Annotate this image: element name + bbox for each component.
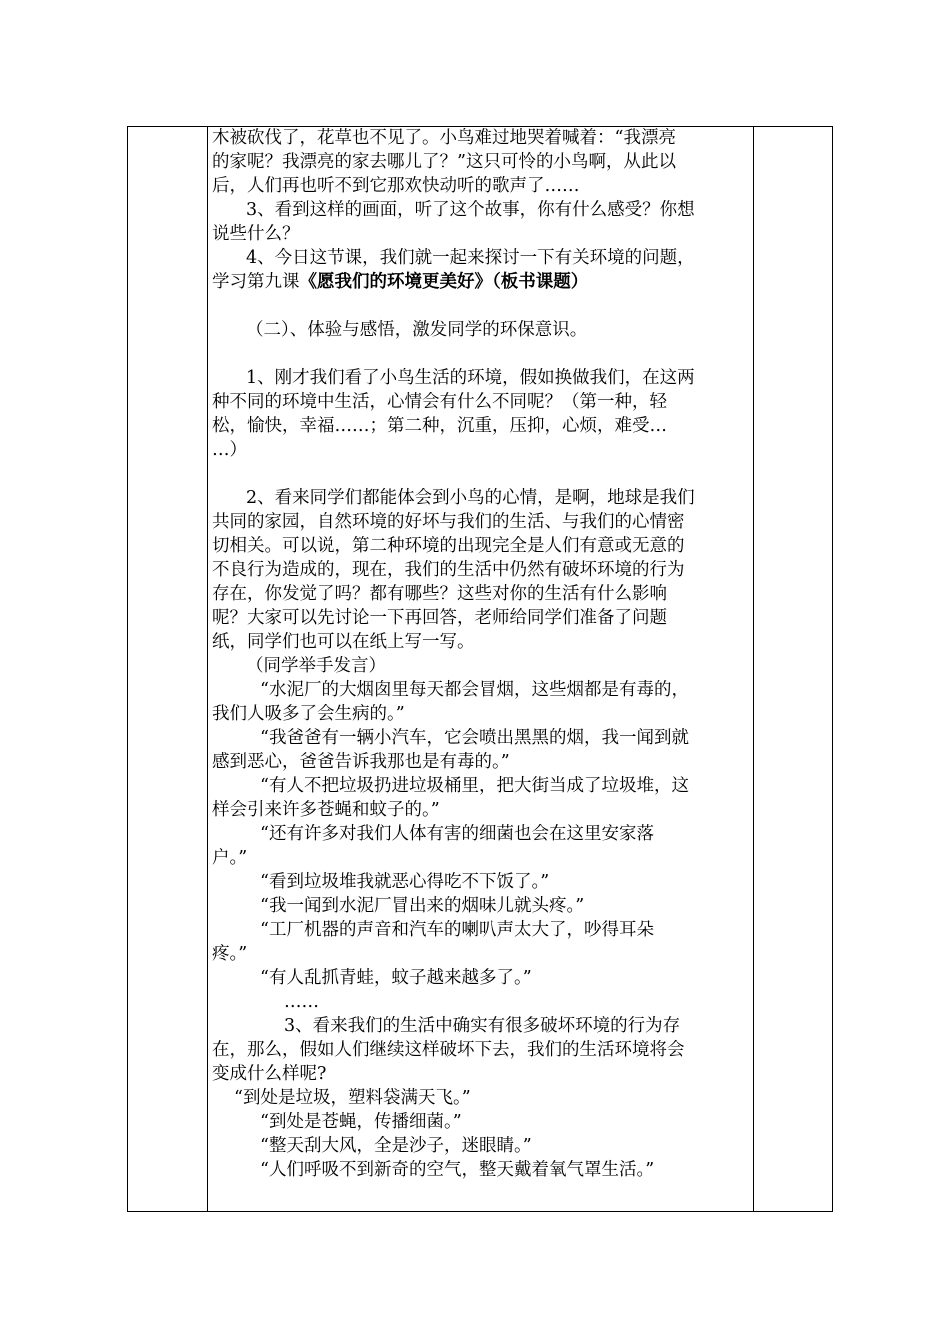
line-text: 户。” [212,848,248,868]
line-text: 说些什么？ [212,224,300,244]
line-text: 松，愉快，幸福……；第二种，沉重，压抑，心烦，难受… [212,416,667,436]
lesson-title-bold: 《愿我们的环境更美好》（板书课题） [299,272,589,292]
line-text: “有人乱抓青蛙，蚊子越来越多了。” [260,968,532,988]
text-line [212,798,748,822]
text-line [212,750,748,774]
line-text: 存在，你发觉了吗？都有哪些？这些对你的生活有什么影响 [212,584,667,604]
text-line [212,150,748,174]
text-line [212,366,748,390]
line-text: 种不同的环境中生活，心情会有什么不同呢？（第一种，轻 [212,392,667,412]
text-line [212,582,748,606]
line-text: “我爸爸有一辆小汽车，它会喷出黑黑的烟，我一闻到就 [260,728,689,748]
text-line [212,174,748,198]
line-text: …） [212,440,247,460]
line-text: “还有许多对我们人体有害的细菌也会在这里安家落 [260,824,654,844]
text-line [212,990,748,1014]
text-line [212,246,748,270]
line-text: “人们呼吸不到新奇的空气，整天戴着氧气罩生活。” [260,1160,655,1180]
text-line [212,606,748,630]
line-text: 学习第九课 [212,272,300,292]
text-line [212,822,748,846]
line-text: 木被砍伐了，花草也不见了。小鸟难过地哭着喊着：“我漂亮 [212,128,676,148]
text-line [212,198,748,222]
blank-line [212,294,748,318]
text-line [212,726,748,750]
lesson-content-cell [212,126,748,1182]
text-line [212,1134,748,1158]
line-text: 2、看来同学们都能体会到小鸟的心情，是啊，地球是我们 [246,488,695,508]
text-line [212,390,748,414]
text-line [212,126,748,150]
line-text: 后，人们再也听不到它那欢快动听的歌声了…… [212,176,580,196]
line-text: 4、今日这节课，我们就一起来探讨一下有关环境的问题， [246,248,695,268]
text-line [212,702,748,726]
line-text: 1、刚才我们看了小鸟生活的环境，假如换做我们，在这两 [246,368,695,388]
line-text: 的家呢？我漂亮的家去哪儿了？”这只可怜的小鸟啊，从此以 [212,152,676,172]
text-line [212,654,748,678]
line-text: 变成什么样呢? [212,1064,327,1084]
text-line [212,1110,748,1134]
line-text: （二）、体验与感悟，激发同学的环保意识。 [246,320,588,340]
text-line [212,774,748,798]
text-line [212,678,748,702]
blank-line [212,462,748,486]
text-line [212,894,748,918]
text-line [212,222,748,246]
text-line [212,966,748,990]
line-text: 3、看到这样的画面，听了这个故事，你有什么感受？你想 [246,200,695,220]
text-line [212,534,748,558]
text-line [212,1038,748,1062]
line-text: “整天刮大风，全是沙子，迷眼睛。” [260,1136,532,1156]
text-line [212,942,748,966]
line-text: 疼。” [212,944,248,964]
text-line [212,870,748,894]
column-divider-right [753,127,754,1211]
line-text: 在，那么，假如人们继续这样破坏下去，我们的生活环境将会 [212,1040,685,1060]
line-text: “到处是垃圾，塑料袋满天飞。” [234,1088,471,1108]
line-text: 我们人吸多了会生病的。” [212,704,405,724]
text-line [212,510,748,534]
line-text: 不良行为造成的，现在，我们的生活中仍然有破坏环境的行为 [212,560,685,580]
line-text: “看到垃圾堆我就恶心得吃不下饭了。” [260,872,550,892]
line-text: 切相关。可以说，第二种环境的出现完全是人们有意或无意的 [212,536,685,556]
line-text: “我一闻到水泥厂冒出来的烟味儿就头疼。” [260,896,585,916]
text-line [212,846,748,870]
line-text: …… [284,992,319,1012]
blank-line [212,342,748,366]
line-text: 共同的家园，自然环境的好坏与我们的生活、与我们的心情密 [212,512,685,532]
text-line [212,630,748,654]
text-line [212,486,748,510]
text-line [212,270,748,294]
line-text: “到处是苍蝇，传播细菌。” [260,1112,462,1132]
line-text: 样会引来许多苍蝇和蚊子的。” [212,800,440,820]
line-text: 感到恶心，爸爸告诉我那也是有毒的。” [212,752,510,772]
line-text: 3、看来我们的生活中确实有很多破坏环境的行为存 [284,1016,681,1036]
text-line [212,1062,748,1086]
text-line [212,414,748,438]
text-line [212,918,748,942]
text-line [212,318,748,342]
text-line [212,1086,748,1110]
line-text: “有人不把垃圾扔进垃圾桶里，把大街当成了垃圾堆，这 [260,776,689,796]
line-text: “工厂机器的声音和汽车的喇叭声太大了，吵得耳朵 [260,920,654,940]
line-text: 呢？大家可以先讨论一下再回答，老师给同学们准备了问题 [212,608,667,628]
text-line [212,558,748,582]
line-text: （同学举手发言） [246,656,386,676]
column-divider-left [207,127,208,1211]
text-line [212,1014,748,1038]
text-line [212,438,748,462]
text-line [212,1158,748,1182]
line-text: “水泥厂的大烟囱里每天都会冒烟，这些烟都是有毒的， [260,680,689,700]
line-text: 纸，同学们也可以在纸上写一写。 [212,632,475,652]
